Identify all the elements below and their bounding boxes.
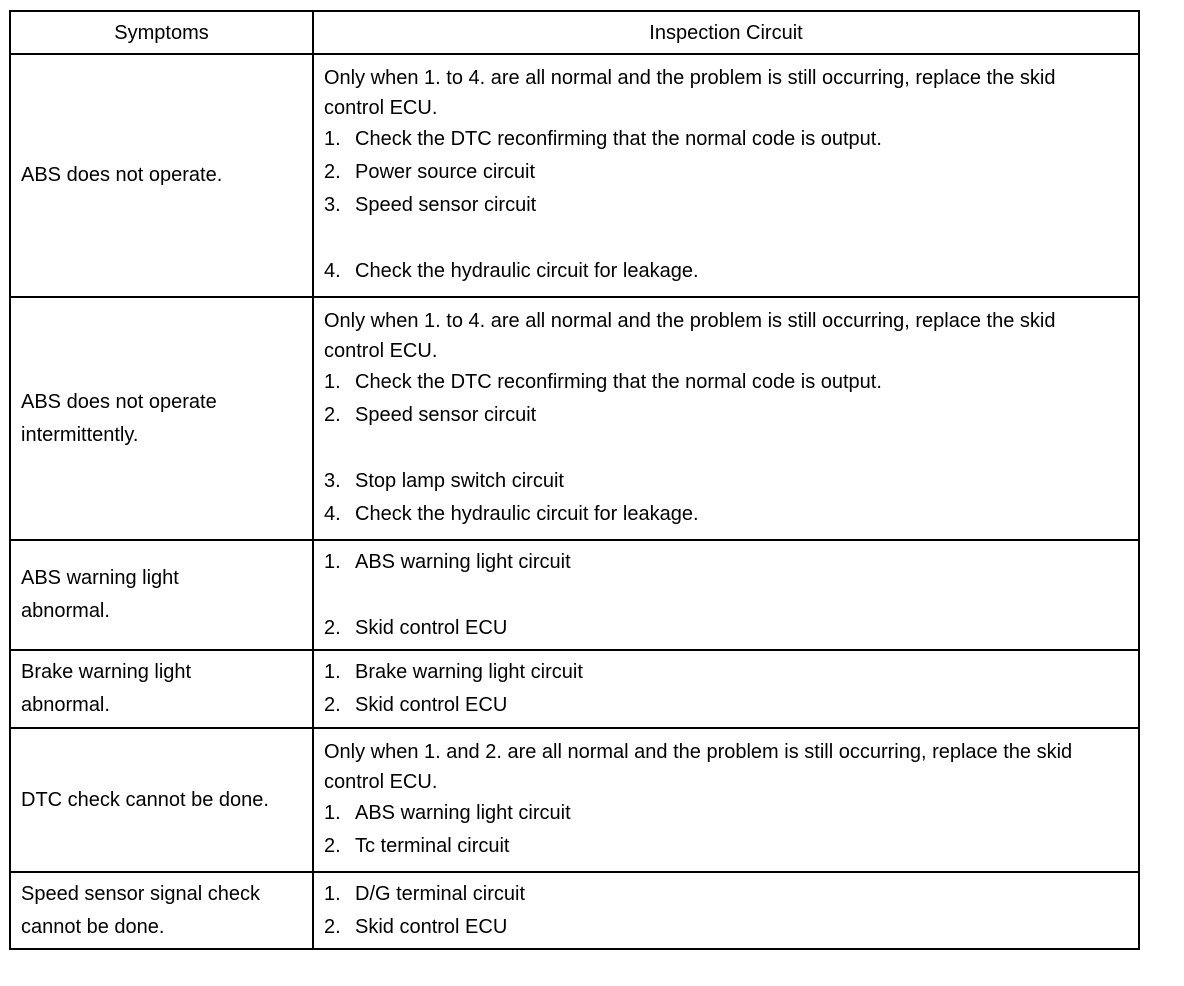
inspection-cell — [313, 728, 1139, 872]
header-row — [10, 11, 1139, 54]
inspection-step: 2. Speed sensor circuit — [324, 404, 537, 426]
table-row — [10, 54, 1139, 297]
symptom-cell — [10, 650, 313, 728]
table-row — [10, 297, 1139, 540]
table-row — [10, 650, 1139, 728]
table-row — [10, 540, 1139, 650]
inspection-cell — [313, 297, 1139, 540]
inspection-step: 1. ABS warning light circuit — [324, 550, 571, 573]
symptom-text: Speed sensor signal check — [21, 882, 261, 905]
inspection-table — [9, 10, 1140, 950]
inspection-step: 1. Check the DTC reconfirming that the normal code is output. — [324, 128, 882, 150]
symptom-cell — [10, 54, 313, 297]
inspection-step: 1. Check the DTC reconfirming that the normal code is output. — [324, 371, 882, 393]
inspection-step: 2. Power source circuit — [324, 161, 536, 183]
symptom-text: abnormal. — [21, 600, 110, 622]
inspection-step: 1. D/G terminal circuit — [324, 882, 526, 905]
symptom-text: DTC check cannot be done. — [21, 788, 269, 811]
inspection-step: 1. Brake warning light circuit — [324, 661, 583, 683]
inspection-step: 2. Skid control ECU — [324, 694, 508, 716]
inspection-step: 3. Stop lamp switch circuit — [324, 470, 564, 492]
inspection-intro: Only when 1. to 4. are all normal and the problem is still occurring, replace the skid control ECU. — [324, 310, 1056, 362]
inspection-step: 2. Skid control ECU — [324, 915, 508, 938]
inspection-step: 3. Speed sensor circuit — [324, 194, 537, 216]
symptom-cell — [10, 872, 313, 949]
symptom-text: ABS does not operate intermittently. — [21, 390, 217, 446]
inspection-step: 2. Skid control ECU — [324, 616, 508, 639]
table-row — [10, 872, 1139, 949]
symptom-text: ABS warning light — [21, 567, 179, 589]
inspection-cell — [313, 872, 1139, 949]
inspection-cell — [313, 650, 1139, 728]
symptom-cell — [10, 728, 313, 872]
inspection-intro: Only when 1. and 2. are all normal and the problem is still occurring, replace the skid control ECU. — [324, 741, 1073, 793]
inspection-cell — [313, 54, 1139, 297]
symptom-text: abnormal. — [21, 694, 110, 716]
inspection-header: Inspection Circuit — [313, 11, 1139, 54]
symptom-text: Brake warning light — [21, 661, 192, 683]
inspection-step: 4. Check the hydraulic circuit for leakage. — [324, 503, 699, 525]
inspection-cell — [313, 540, 1139, 650]
symptom-text: ABS does not operate. — [21, 164, 223, 186]
symptoms-header: Symptoms — [10, 11, 313, 54]
symptom-cell — [10, 540, 313, 650]
inspection-step: 4. Check the hydraulic circuit for leakage. — [324, 260, 699, 282]
table-row — [10, 728, 1139, 872]
symptom-cell — [10, 297, 313, 540]
inspection-intro: Only when 1. to 4. are all normal and the problem is still occurring, replace the skid control ECU. — [324, 67, 1056, 119]
inspection-step: 2. Tc terminal circuit — [324, 835, 510, 857]
symptom-text: cannot be done. — [21, 915, 165, 938]
inspection-step: 1. ABS warning light circuit — [324, 802, 571, 824]
